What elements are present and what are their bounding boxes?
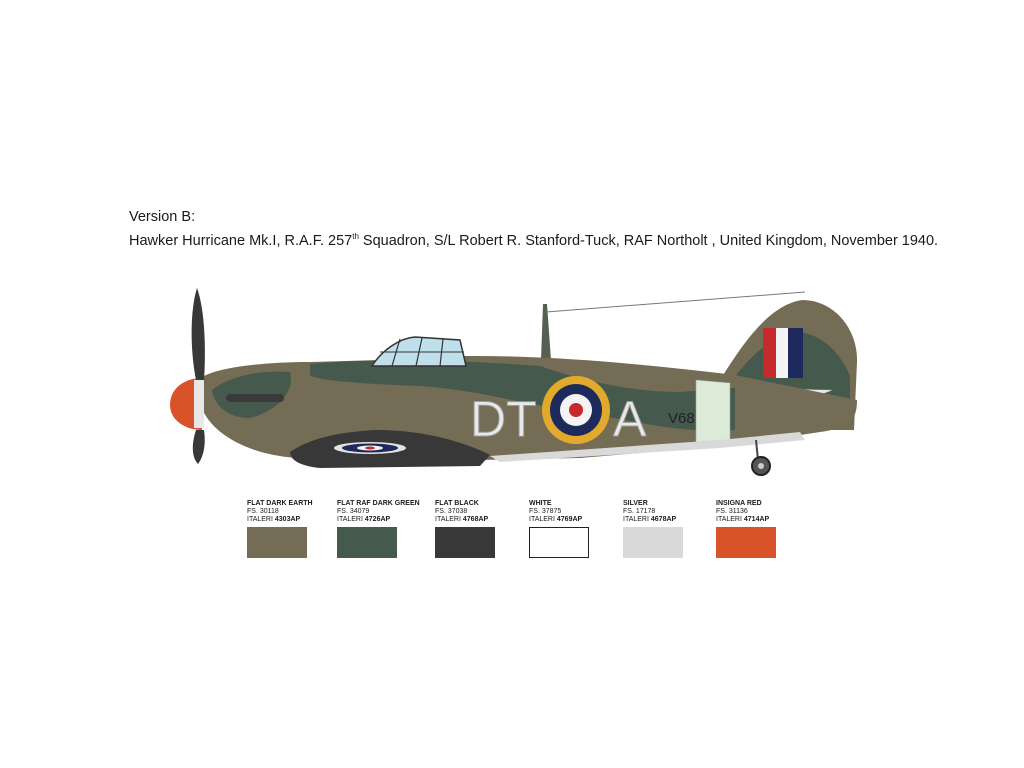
- swatch-brand: ITALERI: [247, 516, 273, 523]
- swatch-flat-black: [435, 500, 497, 558]
- sky-band: [696, 380, 730, 442]
- aircraft-serial: V68: [668, 410, 695, 427]
- squadron-code-left: DT: [470, 391, 537, 447]
- propeller-blade-upper: [192, 288, 205, 380]
- swatch-name: INSIGNA RED: [716, 500, 762, 507]
- swatch-brand: ITALERI: [529, 516, 555, 523]
- fuselage-roundel: [542, 376, 610, 444]
- swatch-paint-code: 4769AP: [556, 516, 583, 523]
- swatch-fs-code: FS. 31136: [716, 508, 748, 515]
- swatch-name: FLAT DARK EARTH: [247, 500, 313, 507]
- swatch-color-chip: [247, 527, 307, 558]
- swatch-paint-code: 4678AP: [650, 516, 677, 523]
- swatch-fs-code: FS. 37875: [529, 508, 562, 515]
- swatch-brand-line: [337, 516, 399, 524]
- swatch-brand-line: [716, 516, 778, 524]
- swatch-insigna-red: [716, 500, 778, 558]
- swatch-color-chip: [435, 527, 495, 558]
- swatch-name: FLAT BLACK: [435, 500, 479, 507]
- swatch-brand: ITALERI: [716, 516, 742, 523]
- version-label: Version B:: [129, 209, 196, 225]
- swatch-brand: ITALERI: [435, 516, 461, 523]
- swatch-color-chip: [623, 527, 683, 558]
- swatch-paint-code: 4726AP: [364, 516, 391, 523]
- swatch-flat-dark-earth: [247, 500, 313, 558]
- fin-flash: [763, 328, 803, 378]
- swatch-color-chip: [529, 527, 589, 558]
- aerial-wire: [546, 292, 805, 312]
- swatch-name: FLAT RAF DARK GREEN: [337, 500, 420, 507]
- swatch-fs-code: FS. 37038: [435, 508, 468, 515]
- description-superscript: th: [352, 232, 359, 241]
- swatch-fs-code: FS. 34079: [337, 508, 370, 515]
- swatch-white: [529, 500, 591, 558]
- swatch-brand-line: [623, 516, 685, 524]
- radio-mast: [541, 304, 551, 360]
- squadron-code-right: A: [613, 391, 647, 447]
- swatch-color-chip: [716, 527, 776, 558]
- propeller-blade-lower: [193, 430, 205, 464]
- aircraft-profile-illustration: [160, 280, 860, 480]
- swatch-silver: [623, 500, 685, 558]
- swatch-brand: ITALERI: [337, 516, 363, 523]
- swatch-paint-code: 4768AP: [462, 516, 489, 523]
- swatch-name: SILVER: [623, 500, 648, 507]
- tailwheel-hub: [758, 463, 764, 469]
- swatch-paint-code: 4303AP: [274, 516, 301, 523]
- swatch-paint-code: 4714AP: [743, 516, 770, 523]
- swatch-brand-line: [529, 516, 591, 524]
- swatch-color-chip: [337, 527, 397, 558]
- swatch-flat-raf-dark-green: [337, 500, 420, 558]
- swatch-brand-line: [435, 516, 497, 524]
- caption: [129, 207, 938, 251]
- spinner-back: [194, 380, 204, 428]
- swatch-brand-line: [247, 516, 309, 524]
- swatch-name: WHITE: [529, 500, 552, 507]
- wing-roundel: [334, 442, 406, 454]
- description-suffix: Squadron, S/L Robert R. Stanford-Tuck, RAF Northolt , United Kingdom, November 1940.: [358, 233, 939, 249]
- swatch-fs-code: FS. 17178: [623, 508, 656, 515]
- swatch-fs-code: FS. 30118: [247, 508, 279, 515]
- swatch-brand: ITALERI: [623, 516, 649, 523]
- aircraft-description: [129, 227, 938, 251]
- exhaust-stubs: [226, 394, 284, 402]
- description-prefix: Hawker Hurricane Mk.I, R.A.F. 257: [129, 233, 353, 249]
